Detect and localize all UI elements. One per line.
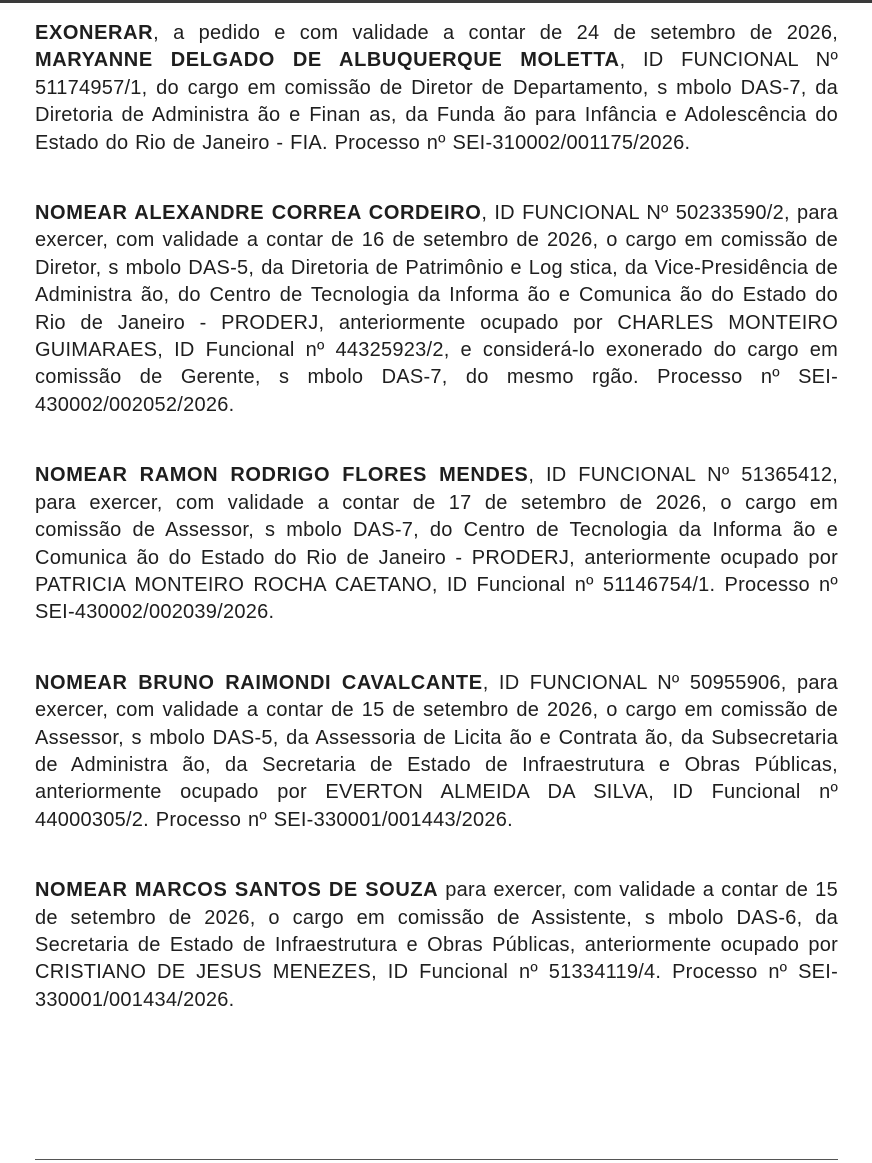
act-text: , ID FUNCIONAL Nº 50233590/2, para exercer, com validade a contar de 16 de setembro de 2026, o cargo em comissão de Diretor, s mbolo DAS-5, da Diretoria de Patrimônio e Log stica, da Vice-Presidência de Administra ão, do Centro de Tecnologia da Informa ão e Comunica ão do Estado do Rio de Janeiro - PRODERJ, anteriormente ocupado por CHARLES MONTEIRO GUIMARAES, ID Funcional nº 44325923/2, e considerá-lo exonerado do cargo em comissão de Gerente, s mbolo DAS-7, do mesmo rgão. Processo nº SEI-430002/002052/2026. bbox=[35, 202, 838, 416]
act-heading: NOMEAR ALEXANDRE CORREA CORDEIRO bbox=[35, 202, 482, 225]
act-text: , ID FUNCIONAL Nº 51174957/1, do cargo em comissão de Diretor de Departamento, s mbolo DAS-7, da Diretoria de Administra ão e Finan as, da Funda ão para Infância e Adolescência do Estado do Rio de Janeiro - FIA. Processo nº SEI-310002/001175/2026. bbox=[35, 49, 838, 154]
act-heading: NOMEAR MARCOS SANTOS DE SOUZA bbox=[35, 879, 439, 902]
act-verb: EXONERAR bbox=[35, 22, 154, 44]
act-appointment bbox=[35, 462, 838, 626]
act-text: , ID FUNCIONAL Nº 50955906, para exercer, com validade a contar de 15 de setembro de 2026, o cargo em comissão de Assessor, s mbolo DAS-5, da Assessoria de Licita ão e Contrata ão, da Subsecretaria de Administra ão, da Secretaria de Estado de Infraestrutura e Obras Públicas, anteriormente ocupado por EVERTON ALMEIDA DA SILVA, ID Funcional nº 44000305/2. Processo nº SEI-330001/001443/2026. bbox=[35, 671, 839, 831]
person-name: MARYANNE DELGADO DE ALBUQUERQUE MOLETTA bbox=[35, 49, 620, 72]
act-text: , ID FUNCIONAL Nº 51365412, para exercer, com validade a contar de 17 de setembro de 2026, o cargo em comissão de Assessor, s mbolo DAS-7, do Centro de Tecnologia da Informa ão e Comunica ão do Estado do Rio de Janeiro - PRODERJ, anteriormente ocupado por PATRICIA MONTEIRO ROCHA CAETANO, ID Funcional nº 51146754/1. Processo nº SEI-430002/002039/2026. bbox=[35, 464, 838, 624]
act-heading: NOMEAR BRUNO RAIMONDI CAVALCANTE bbox=[35, 671, 483, 694]
bottom-divider bbox=[35, 1159, 838, 1160]
act-appointment bbox=[35, 877, 838, 1014]
act-heading: NOMEAR RAMON RODRIGO FLORES MENDES bbox=[35, 464, 529, 487]
act-appointment bbox=[35, 670, 838, 834]
act-appointment bbox=[35, 200, 838, 419]
act-exoneration bbox=[35, 20, 838, 157]
document-body bbox=[35, 20, 838, 1014]
top-divider bbox=[0, 0, 872, 3]
act-text: , a pedido e com validade a contar de 24 de setembro de 2026, bbox=[153, 22, 838, 44]
act-text: para exercer, com validade a contar de 15 de setembro de 2026, o cargo em comissão de Assistente, s mbolo DAS-6, da Secretaria de Estado de Infraestrutura e Obras Públicas, anteriormente ocupado por CRISTIANO DE JESUS MENEZES, ID Funcional nº 51334119/4. Processo nº SEI-330001/001434/2026. bbox=[35, 879, 838, 1011]
